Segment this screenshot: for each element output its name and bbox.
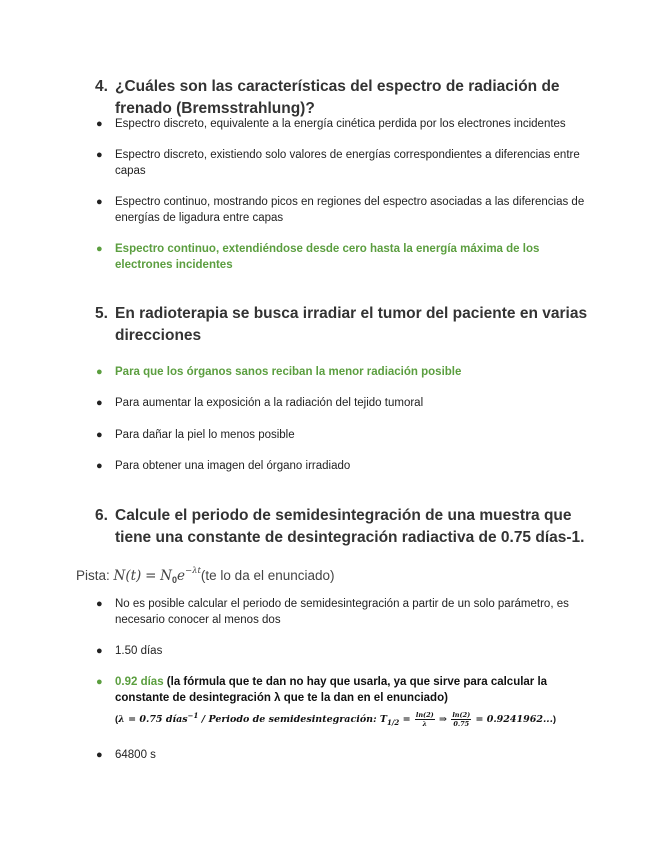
fraction-denominator: 0.75 (453, 720, 470, 729)
formula-fraction-1 (415, 711, 435, 728)
formula-open: ( (115, 714, 119, 726)
hint-line (76, 566, 335, 585)
bullet-icon: ● (96, 676, 103, 688)
option-text: Para aumentar la exposición a la radiación del tejido tumoral (115, 397, 424, 409)
formula-eq: = (399, 714, 414, 726)
q6-option-4[interactable] (96, 747, 596, 763)
formula-result: = 0.9241962... (472, 714, 553, 726)
q5-option-1-correct[interactable] (96, 364, 596, 380)
question-text: En radioterapia se busca irradiar el tumor del paciente en varias direcciones (115, 305, 588, 344)
hint-formula-eq: = (145, 568, 157, 584)
bullet-icon: ● (96, 149, 103, 161)
question-number: 6. (95, 507, 108, 524)
option-text: Espectro continuo, extendiéndose desde cero hasta la energía máxima de los electrones incidentes (115, 243, 540, 271)
q5-option-4[interactable] (96, 458, 596, 474)
bullet-icon: ● (96, 460, 103, 472)
question-5-heading (95, 303, 595, 347)
bullet-icon: ● (96, 598, 103, 610)
hint-formula-lhs: N(t) (113, 568, 142, 584)
formula-close: ) (552, 714, 557, 726)
answer-formula (96, 708, 596, 731)
formula-mid: / Periodo de semidesintegración: T (198, 714, 387, 726)
formula-sub: 1/2 (386, 718, 400, 728)
bullet-icon: ● (96, 749, 103, 761)
question-text: ¿Cuáles son las características del espectro de radiación de frenado (Bremsstrahlung)? (115, 78, 560, 117)
formula-fraction-2 (451, 711, 471, 728)
option-text: 64800 s (115, 749, 156, 761)
q6-option-3-correct[interactable] (96, 674, 596, 731)
hint-note: (te lo da el enunciado) (200, 568, 335, 583)
answer-explanation: (la fórmula que te dan no hay que usarla, ya que sirve para calcular la constante de desintegración λ que te la dan en el enunciado) (115, 676, 548, 704)
hint-formula-e: e (176, 568, 185, 584)
q6-option-1[interactable] (96, 596, 596, 628)
option-text: No es posible calcular el periodo de semidesintegración a partir de un solo parámetro, es necesario conocer al menos dos (115, 598, 569, 626)
option-text: Espectro discreto, existiendo solo valores de energías correspondientes a diferencias entre capas (115, 149, 580, 177)
formula-lambda-exp: −1 (187, 711, 199, 720)
option-text: Para dañar la piel lo menos posible (115, 429, 295, 441)
q6-option-2[interactable] (96, 643, 596, 659)
formula-arrow: ⇒ (435, 714, 451, 726)
correct-answer: 0.92 días (115, 676, 164, 688)
q5-option-2[interactable] (96, 395, 596, 411)
q4-option-4-correct[interactable] (96, 241, 596, 273)
bullet-icon: ● (96, 429, 103, 441)
option-text: Para que los órganos sanos reciban la menor radiación posible (115, 366, 462, 378)
q5-option-3[interactable] (96, 427, 596, 443)
question-4-heading (95, 76, 595, 120)
bullet-icon: ● (96, 196, 103, 208)
fraction-numerator: ln(2) (415, 711, 434, 720)
q4-option-3[interactable] (96, 194, 596, 226)
hint-formula-exp: −λt (184, 566, 201, 576)
question-number: 5. (95, 305, 108, 322)
option-text: Espectro discreto, equivalente a la energía cinética perdida por los electrones incidentes (115, 118, 566, 130)
bullet-icon: ● (96, 243, 103, 255)
hint-formula-n: N (160, 568, 172, 584)
bullet-icon: ● (96, 366, 103, 378)
option-text: Para obtener una imagen del órgano irradiado (115, 460, 351, 472)
option-text: 1.50 días (115, 645, 163, 657)
question-text: Calcule el periodo de semidesintegración de una muestra que tiene una constante de desintegración radiactiva de 0.75 días-1. (115, 507, 585, 546)
hint-formula-sub: 0 (171, 575, 177, 585)
bullet-icon: ● (96, 118, 103, 130)
q4-option-1[interactable] (96, 116, 596, 132)
question-number: 4. (95, 78, 108, 95)
fraction-numerator: ln(2) (452, 711, 471, 720)
option-text (96, 674, 596, 706)
formula-lambda: λ = 0.75 días (118, 714, 188, 726)
bullet-icon: ● (96, 397, 103, 409)
question-6-heading (95, 505, 595, 549)
fraction-denominator: λ (422, 720, 428, 729)
hint-label: Pista: (76, 568, 110, 583)
bullet-icon: ● (96, 645, 103, 657)
q4-option-2[interactable] (96, 147, 596, 179)
option-text: Espectro continuo, mostrando picos en regiones del espectro asociadas a las diferencias de energías de ligadura entre capas (115, 196, 585, 224)
